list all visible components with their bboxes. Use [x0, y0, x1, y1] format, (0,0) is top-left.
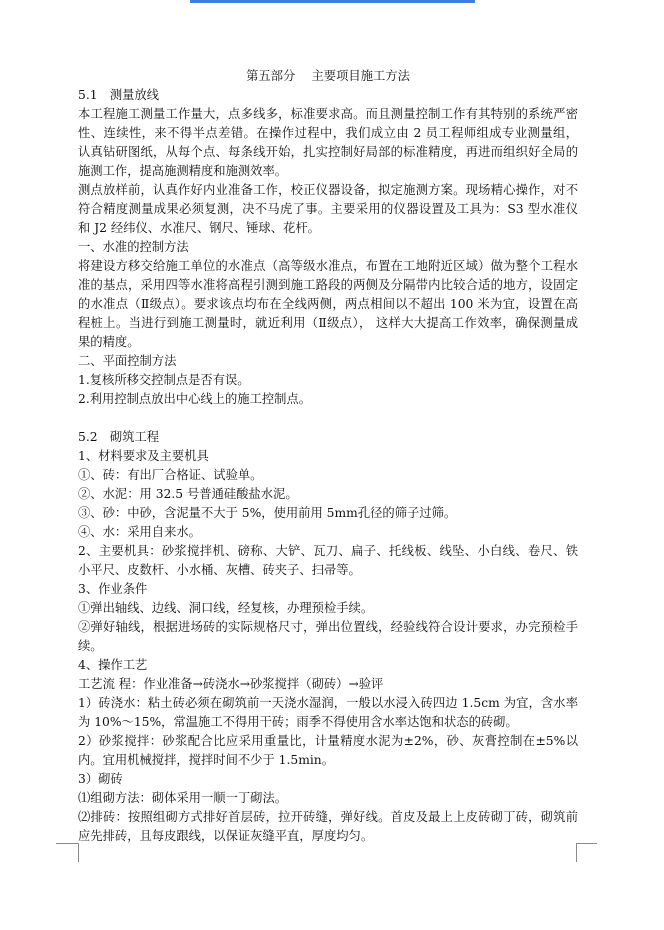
paragraph-line: 施测工作，提高施测精度和施测效率。 [78, 164, 288, 178]
list-item: ①弹出轴线、边线、洞口线，经复核，办理预检手续。 [78, 601, 374, 615]
blank-line [78, 409, 578, 428]
paragraph-line: 2、主要机具：砂浆搅拌机、磅称、大铲、瓦刀、扁子、托线板、线坠、小白线、卷尺、铁 [78, 544, 578, 558]
section-heading-5-2: 5.2 砌筑工程 [78, 430, 160, 444]
page-corner-mark-left [56, 843, 79, 862]
paragraph-line: 符合精度测量成果必须复测，决不马虎了事。主要采用的仪器设置及工具为：S3 型水准仪 [78, 202, 578, 216]
paragraph-line: 内。宜用机械搅拌，搅拌时间不少于 1.5min。 [78, 753, 335, 767]
paragraph-line: 认真钻研图纸，从每个点、每条线开始，扎实控制好局部的标准精度，再进而组织好全局的 [78, 145, 578, 159]
list-item: ④、水：采用自来水。 [78, 525, 201, 539]
paragraph-line: 准的基点，采用四等水准将高程引测到施工路段的两侧及分隔带内比较合适的地方，设固定 [78, 278, 578, 292]
top-accent-bar [190, 0, 475, 3]
paragraph-line: 本工程施工测量工作量大，点多线多，标准要求高。而且测量控制工作有其特别的系统严密 [78, 107, 578, 121]
list-item: ⑵排砖：按照组砌方式排好首层砖，拉开砖缝，弹好线。首皮及最上上皮砖砌丁砖，砌筑前 [78, 810, 578, 824]
process-flow-line: 工艺流 程：作业准备→砖浇水→砂浆搅拌（砌砖）→验评 [78, 677, 384, 691]
document-title: 第五部分 主要项目施工方法 [246, 69, 410, 83]
paragraph-line: 应先排砖，且每皮跟线，以保证灰缝平直，厚度均匀。 [78, 829, 374, 843]
subheading-materials: 1、材料要求及主要机具 [78, 449, 209, 463]
paragraph-line: 续。 [78, 639, 103, 653]
list-item: 2.利用控制点放出中心线上的施工控制点。 [78, 392, 312, 406]
subheading-operation-process: 4、操作工艺 [78, 658, 148, 672]
list-item: ③、砂：中砂，含泥量不大于 5%，使用前用 5mm孔径的筛子过筛。 [78, 506, 457, 520]
page-corner-mark-right [576, 843, 597, 862]
subheading-level-control: 一、水准的控制方法 [78, 240, 189, 254]
list-item: 1.复核所移交控制点是否有误。 [78, 373, 250, 387]
paragraph-line: 1）砖浇水：粘土砖必须在砌筑前一天浇水湿润，一般以水浸入砖四边 1.5cm 为宜，含水率 [78, 696, 578, 710]
paragraph-line: 将建设方移交给施工单位的水准点（高等级水准点，布置在工地附近区域）做为整个工程水 [78, 259, 578, 273]
paragraph-line: 2）砂浆搅拌：砂浆配合比应采用重量比，计量精度水泥为±2%，砂、灰膏控制在±5%以 [78, 734, 578, 748]
paragraph-line: 程桩上。当进行到施工测量时，就近利用（Ⅱ级点）， 这样大大提高工作效率，确保测量成 [78, 316, 578, 330]
list-item: ⑴组砌方法：砌体采用一顺一丁砌法。 [78, 791, 288, 805]
paragraph-line: 为 10%～15%，常温施工不得用干砖；雨季不得使用含水率达饱和状态的砖砌。 [78, 715, 518, 729]
subheading-work-conditions: 3、作业条件 [78, 582, 148, 596]
section-heading-5-1: 5.1 测量放线 [78, 88, 160, 102]
paragraph-line: 和 J2 经纬仪、水准尺、钢尺、锤球、花杆。 [78, 221, 320, 235]
paragraph-line: 小平尺、皮数杆、小水桶、灰槽、砖夹子、扫帚等。 [78, 563, 361, 577]
subheading-plane-control: 二、平面控制方法 [78, 354, 177, 368]
paragraph-line: 测点放样前，认真作好内业准备工作，校正仪器设备，拟定施测方案。现场精心操作，对不 [78, 183, 578, 197]
list-item: ②弹好轴线，根据进场砖的实际规格尺寸，弹出位置线，经验线符合设计要求，办完预检手 [78, 620, 578, 634]
paragraph-line: 的水准点（Ⅱ级点）。要求该点均布在全线两侧，两点相间以不超出 100 米为宜，设置在高 [78, 297, 578, 311]
paragraph-line: 果的精度。 [78, 335, 140, 349]
list-item: ②、水泥：用 32.5 号普通硅酸盐水泥。 [78, 487, 298, 501]
list-item: ①、砖：有出厂合格证、试验单。 [78, 468, 263, 482]
paragraph-line: 性、连续性，来不得半点差错。在操作过程中，我们成立由 2 员工程师组成专业测量组， [78, 126, 578, 140]
subheading-brick-laying: 3）砌砖 [78, 772, 123, 786]
